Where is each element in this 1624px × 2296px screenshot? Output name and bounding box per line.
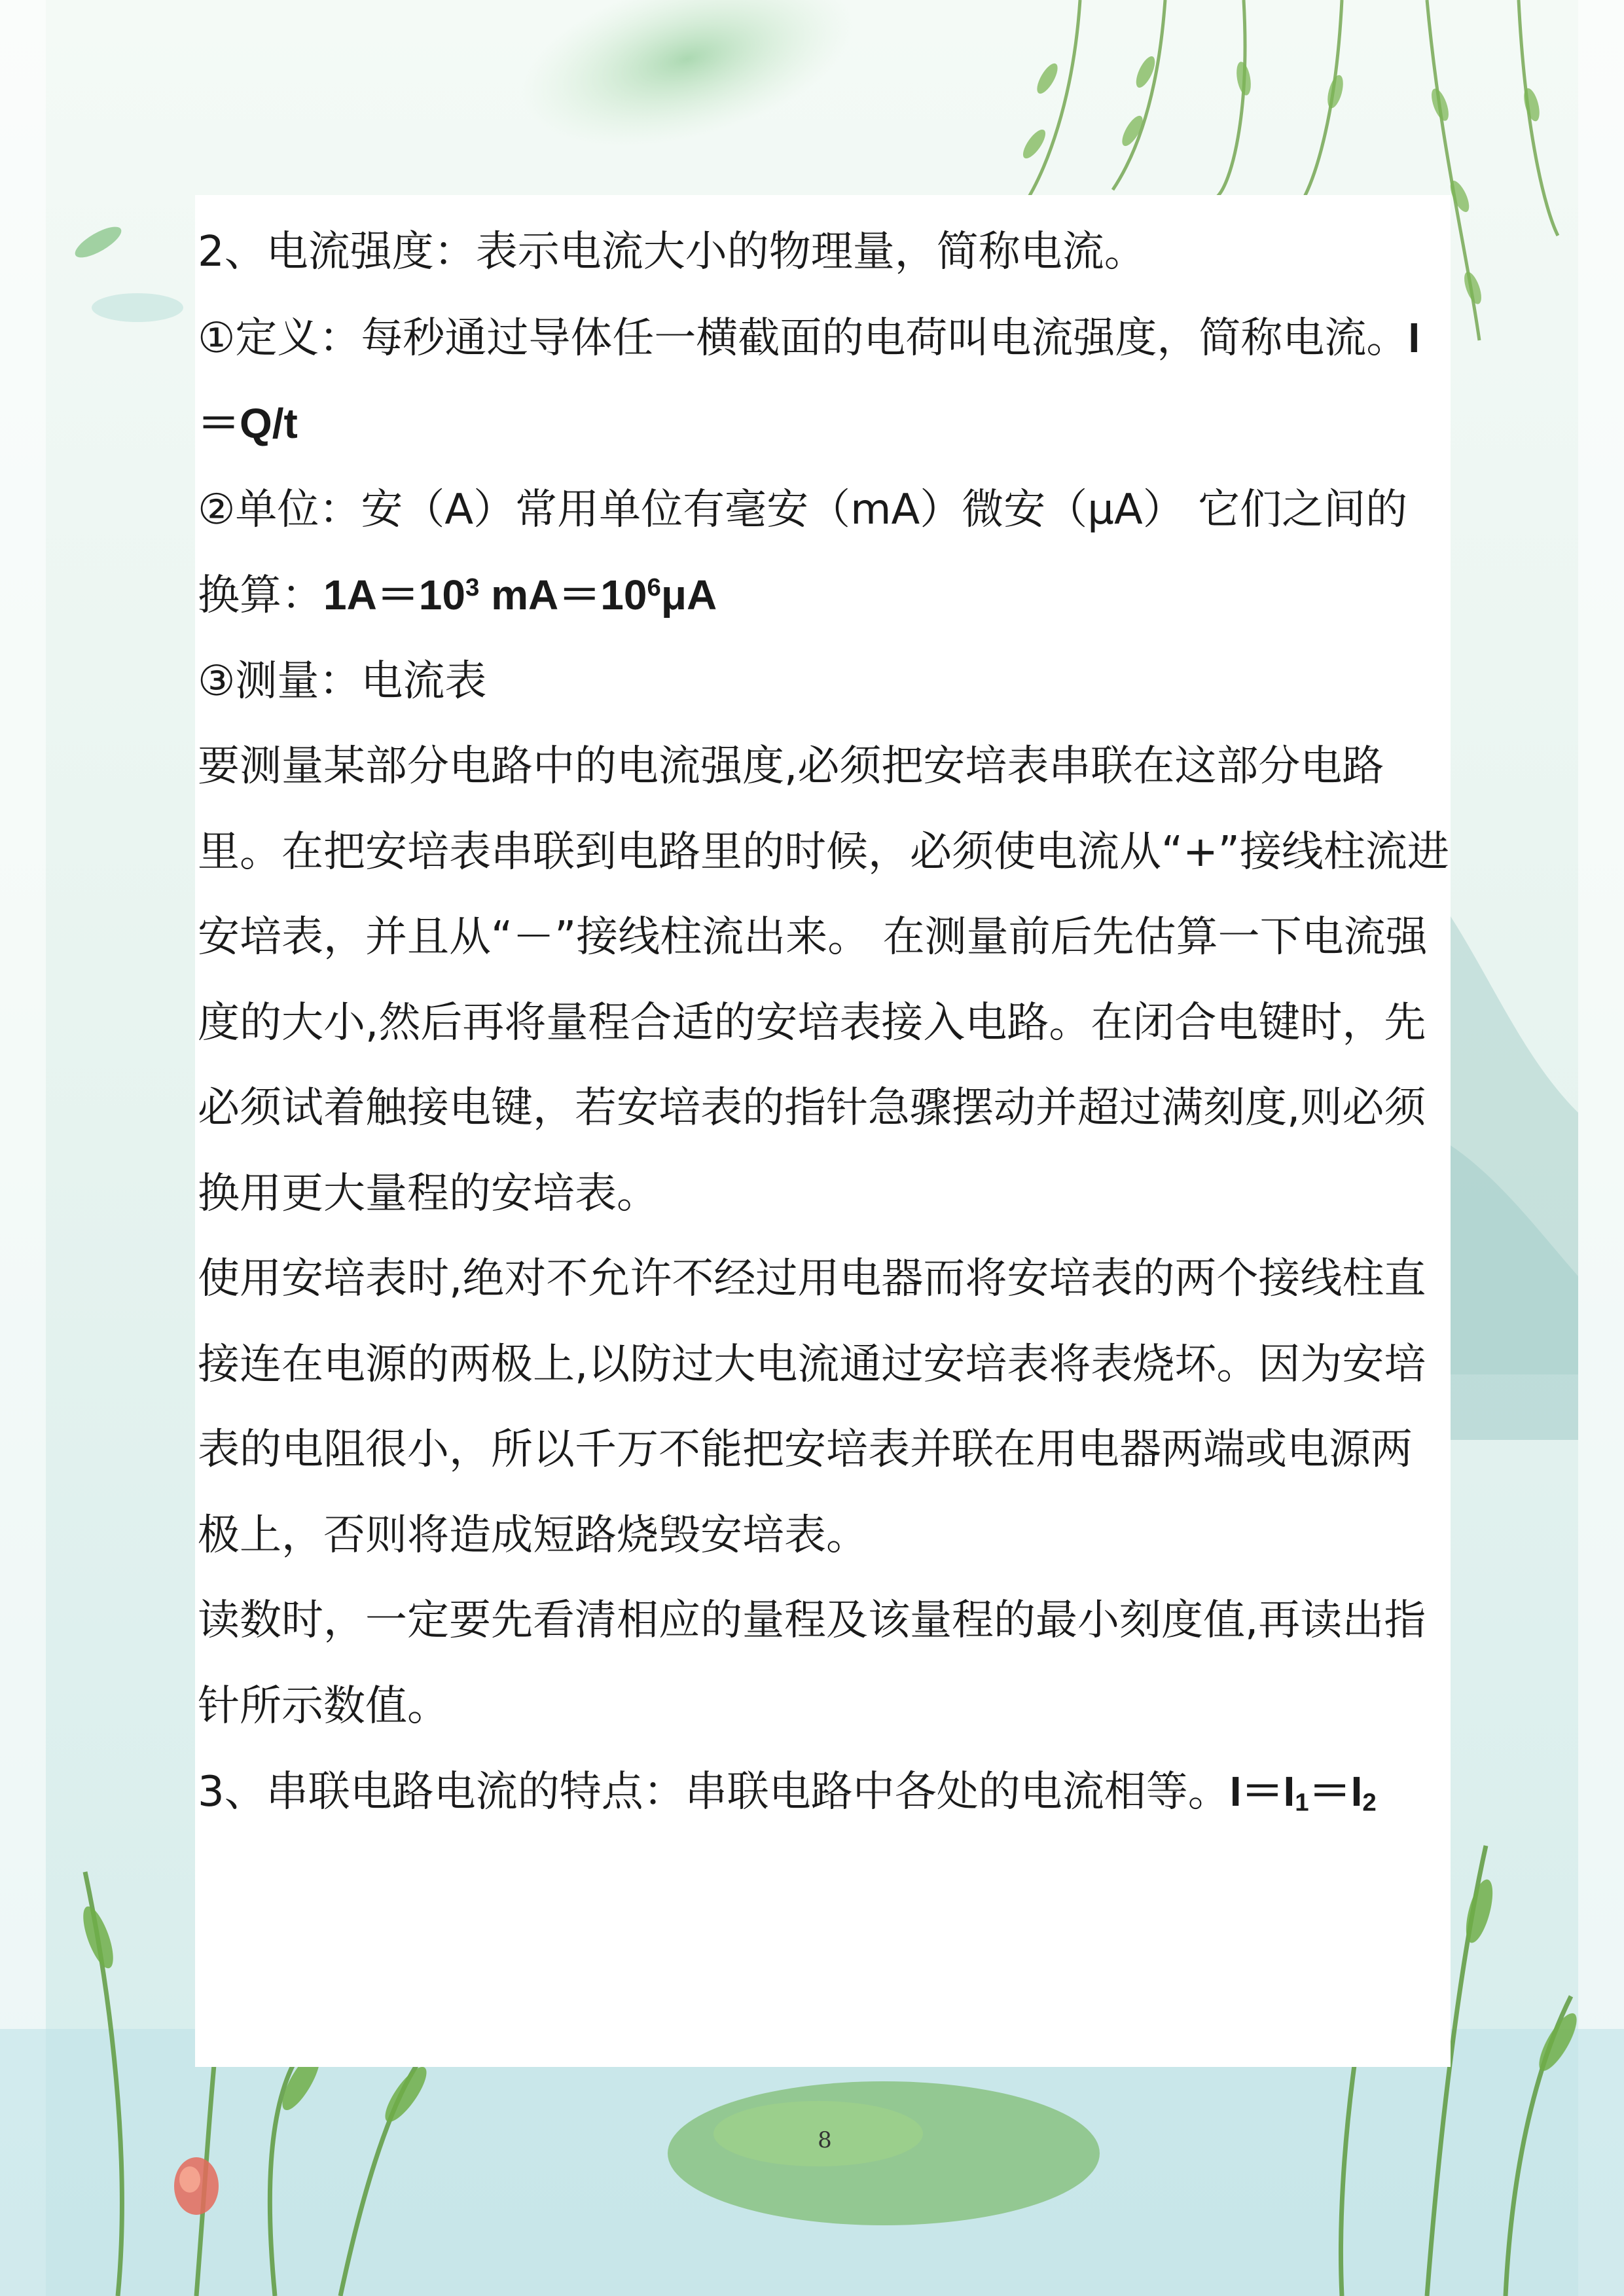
- measure-heading: ③测量：电流表: [198, 656, 487, 706]
- formula-subscript: 1: [1295, 1788, 1309, 1817]
- section-3-text: 3、串联电路电流的特点：串联电路中各处的电流相等。: [198, 1768, 1230, 1816]
- unit-text: ②单位：安（A）常用单位有毫安（mA）微安（μA） 它们之间的换算：: [198, 485, 1408, 620]
- formula-part: ＝I: [1308, 1768, 1363, 1815]
- unit-conversion-formula: [323, 571, 717, 619]
- content-page: [195, 195, 1451, 2067]
- formula-exponent: 6: [647, 573, 661, 601]
- current-formula: I＝Q/t: [198, 314, 1420, 447]
- definition-paragraph: [198, 295, 1449, 467]
- formula-part: 1A＝10: [323, 571, 465, 619]
- series-current-formula: [1230, 1768, 1377, 1815]
- reading-paragraph: 读数时，一定要先看清相应的量程及该量程的最小刻度值,再读出指针所示数值。: [198, 1596, 1426, 1731]
- unit-paragraph: [198, 467, 1449, 639]
- usage-paragraph: 使用安培表时,绝对不允许不经过用电器而将安培表的两个接线柱直接连在电源的两极上,以防过大电流通过安培表将表烧坏。因为安培表的电阻很小，所以千万不能把安培表并联在用电器两端或电源两极上，否则将造成短路烧毁安培表。: [198, 1255, 1426, 1560]
- measure-paragraph: 要测量某部分电路中的电流强度,必须把安培表串联在这部分电路里。在把安培表串联到电路里的时候，必须使电流从“+”接线柱流进安培表，并且从“－”接线柱流出来。 在测量前后先估算一下电流强度的大小,然后再将量程合适的安培表接入电路。在闭合电键时，先必须试着触接电键，若安培表的指针急骤摆动并超过满刻度,则必须换用更大量程的安培表。: [198, 742, 1449, 1218]
- formula-subscript: 2: [1362, 1788, 1377, 1817]
- formula-exponent: 3: [465, 573, 480, 601]
- formula-part: I＝I: [1229, 1768, 1295, 1815]
- formula-part: μA: [660, 571, 717, 619]
- section-2-heading: 2、电流强度：表示电流大小的物理量，简称电流。: [198, 228, 1146, 276]
- definition-text: ①定义：每秒通过导体任一横截面的电荷叫电流强度，简称电流。: [198, 314, 1409, 363]
- section-3-paragraph: [198, 1749, 1449, 1835]
- formula-part: mA＝10: [479, 571, 647, 619]
- document-text: [198, 209, 1449, 1835]
- page-number: 8: [818, 2127, 832, 2153]
